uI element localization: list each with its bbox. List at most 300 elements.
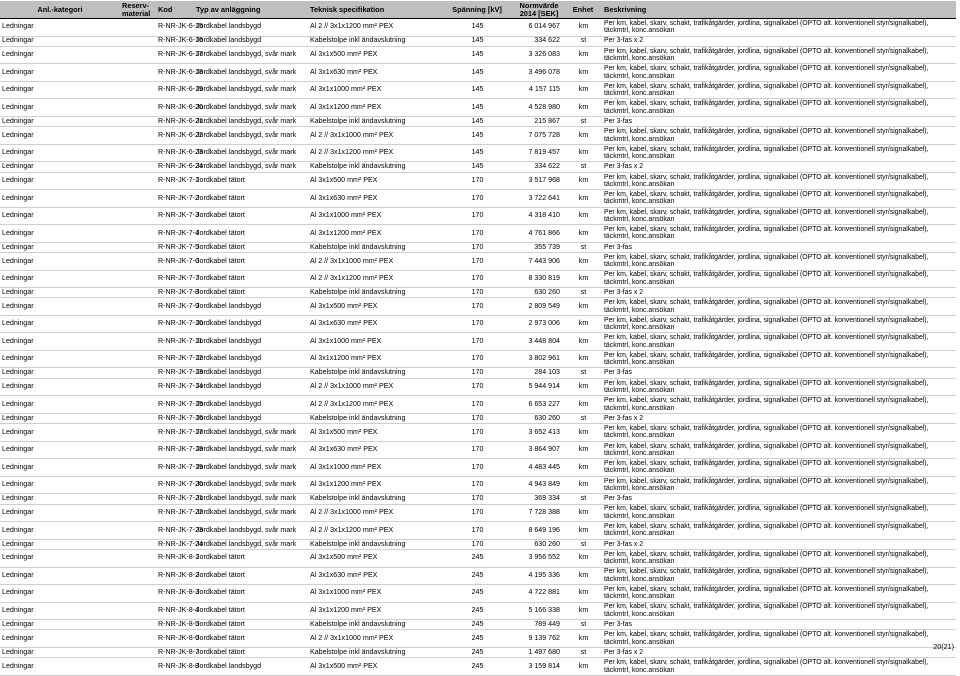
category-cell: Ledningar <box>0 288 120 298</box>
value-cell: 2 973 006 <box>514 315 564 333</box>
value-cell: 4 722 881 <box>514 585 564 603</box>
table-row <box>0 270 956 288</box>
table-row <box>0 46 956 64</box>
unit-cell: st <box>564 242 602 252</box>
unit-cell: km <box>564 298 602 316</box>
reserve-cell <box>120 333 156 351</box>
description-cell: Per km, kabel, skarv, schakt, trafikåtgärder, jordlina, signalkabel (OPTO alt. konventionell styr/signalkabel), täckmtrl, konc.ansökan <box>602 81 956 99</box>
reserve-cell <box>120 620 156 630</box>
category-cell: Ledningar <box>0 368 120 378</box>
category-cell: Ledningar <box>0 539 120 549</box>
description-cell: Per 3-fas x 2 <box>602 162 956 172</box>
value-cell: 3 326 083 <box>514 46 564 64</box>
spec-cell: Al 3x1x1000 mm² PEX <box>308 459 440 477</box>
code-cell: R-NR-JK-7-24 <box>158 539 203 548</box>
code-cell: R-NR-JK-6-24 <box>158 162 203 171</box>
spec-cell: Al 2 // 3x1x1000 mm² PEX <box>308 378 440 396</box>
type-cell: Jordkabel landsbygd <box>194 378 308 396</box>
type-cell: Jordkabel landsbygd <box>194 658 308 676</box>
category-cell: Ledningar <box>0 476 120 494</box>
type-cell: Jordkabel tätort <box>194 585 308 603</box>
code-cell: R-NR-JK-7-1 <box>156 172 194 190</box>
voltage-cell: 145 <box>440 36 514 46</box>
reserve-cell <box>120 315 156 333</box>
unit-cell: km <box>564 99 602 117</box>
voltage-cell: 145 <box>440 46 514 64</box>
table-row <box>0 81 956 99</box>
type-cell: Jordkabel landsbygd, svår mark <box>194 476 308 494</box>
voltage-cell: 170 <box>440 459 514 477</box>
type-cell: Jordkabel tätort <box>194 225 308 243</box>
category-cell: Ledningar <box>0 333 120 351</box>
unit-cell: km <box>564 602 602 620</box>
voltage-cell: 245 <box>440 630 514 648</box>
value-cell: 4 157 115 <box>514 81 564 99</box>
unit-cell: km <box>564 46 602 64</box>
voltage-cell: 245 <box>440 620 514 630</box>
reserve-cell <box>120 630 156 648</box>
description-cell: Per km, kabel, skarv, schakt, trafikåtgärder, jordlina, signalkabel (OPTO alt. konventionell styr/signalkabel), täckmtrl, konc.ansökan <box>602 225 956 243</box>
type-cell: Jordkabel landsbygd, svår mark <box>194 46 308 64</box>
unit-cell: km <box>564 270 602 288</box>
reserve-cell <box>120 396 156 414</box>
table-row <box>0 396 956 414</box>
voltage-cell: 245 <box>440 647 514 657</box>
table-row <box>0 172 956 190</box>
reserve-cell <box>120 494 156 504</box>
voltage-cell: 170 <box>440 368 514 378</box>
unit-cell: km <box>564 585 602 603</box>
voltage-cell: 170 <box>440 424 514 442</box>
spec-cell: Al 2 // 3x1x1000 mm² PEX <box>308 504 440 522</box>
spec-cell: Kabelstolpe inkl ändavslutning <box>308 242 440 252</box>
table-row <box>0 99 956 117</box>
voltage-cell: 145 <box>440 81 514 99</box>
table-row <box>0 585 956 603</box>
code-cell: R-NR-JK-8-8 <box>156 658 194 676</box>
category-cell: Ledningar <box>0 396 120 414</box>
category-cell: Ledningar <box>0 441 120 459</box>
code-cell: R-NR-JK-7-21 <box>158 494 203 503</box>
voltage-cell: 170 <box>440 522 514 540</box>
category-cell: Ledningar <box>0 494 120 504</box>
table-row <box>0 539 956 549</box>
reserve-cell <box>120 270 156 288</box>
description-cell: Per 3-fas x 2 <box>602 539 956 549</box>
value-cell: 4 528 980 <box>514 99 564 117</box>
table-row <box>0 567 956 585</box>
type-cell: Jordkabel landsbygd, svår mark <box>194 99 308 117</box>
table-row <box>0 602 956 620</box>
unit-cell: st <box>564 539 602 549</box>
unit-cell: st <box>564 116 602 126</box>
code-cell: R-NR-JK-7-3 <box>156 207 194 225</box>
reserve-cell <box>120 207 156 225</box>
type-cell: Jordkabel tätort <box>194 630 308 648</box>
value-cell: 8 649 196 <box>514 522 564 540</box>
value-cell: 3 802 961 <box>514 350 564 368</box>
description-cell: Per 3-fas x 2 <box>602 288 956 298</box>
reserve-cell <box>120 647 156 657</box>
spec-cell: Al 3x1x1000 mm² PEX <box>308 585 440 603</box>
description-cell: Per km, kabel, skarv, schakt, trafikåtgärder, jordlina, signalkabel (OPTO alt. konventionell styr/signalkabel), täckmtrl, konc.ansökan <box>602 378 956 396</box>
type-cell: Jordkabel landsbygd, svår mark <box>194 424 308 442</box>
header-enhet: Enhet <box>564 1 602 19</box>
type-cell: Jordkabel tätort <box>194 550 308 568</box>
spec-cell: Kabelstolpe inkl ändavslutning <box>308 36 440 46</box>
reserve-cell <box>120 424 156 442</box>
type-cell: Jordkabel tätort <box>194 253 308 271</box>
description-cell: Per km, kabel, skarv, schakt, trafikåtgärder, jordlina, signalkabel (OPTO alt. konventionell styr/signalkabel), täckmtrl, konc.ansökan <box>602 630 956 648</box>
type-cell: Jordkabel landsbygd, svår mark <box>194 127 308 145</box>
unit-cell: st <box>564 36 602 46</box>
table-body <box>0 19 956 676</box>
type-cell: Jordkabel landsbygd <box>194 19 308 37</box>
value-cell: 630 260 <box>514 413 564 423</box>
reserve-cell <box>120 253 156 271</box>
category-cell: Ledningar <box>0 413 120 423</box>
unit-cell: st <box>564 413 602 423</box>
description-cell: Per 3-fas <box>602 494 956 504</box>
type-cell: Jordkabel landsbygd, svår mark <box>194 494 308 504</box>
category-cell: Ledningar <box>0 172 120 190</box>
type-cell: Jordkabel tätort <box>194 242 308 252</box>
description-cell: Per km, kabel, skarv, schakt, trafikåtgärder, jordlina, signalkabel (OPTO alt. konventionell styr/signalkabel), täckmtrl, konc.ansökan <box>602 396 956 414</box>
description-cell: Per km, kabel, skarv, schakt, trafikåtgärder, jordlina, signalkabel (OPTO alt. konventionell styr/signalkabel), täckmtrl, konc.ansökan <box>602 658 956 676</box>
table-row <box>0 162 956 172</box>
cost-table <box>0 1 956 676</box>
value-cell: 3 956 552 <box>514 550 564 568</box>
table-row <box>0 459 956 477</box>
value-cell: 7 728 388 <box>514 504 564 522</box>
type-cell: Jordkabel landsbygd, svår mark <box>194 441 308 459</box>
spec-cell: Al 2 // 3x1x1200 mm² PEX <box>308 144 440 162</box>
reserve-cell <box>120 585 156 603</box>
description-cell: Per 3-fas <box>602 242 956 252</box>
voltage-cell: 170 <box>440 288 514 298</box>
spec-cell: Kabelstolpe inkl ändavslutning <box>308 413 440 423</box>
description-cell: Per km, kabel, skarv, schakt, trafikåtgärder, jordlina, signalkabel (OPTO alt. konventionell styr/signalkabel), täckmtrl, konc.ansökan <box>602 99 956 117</box>
table-row <box>0 127 956 145</box>
type-cell: Jordkabel landsbygd, svår mark <box>194 522 308 540</box>
category-cell: Ledningar <box>0 522 120 540</box>
code-cell: R-NR-JK-8-7 <box>158 647 199 656</box>
category-cell: Ledningar <box>0 270 120 288</box>
spec-cell: Al 3x1x1000 mm² PEX <box>308 81 440 99</box>
voltage-cell: 245 <box>440 658 514 676</box>
code-cell: R-NR-JK-6-23 <box>156 144 194 162</box>
voltage-cell: 170 <box>440 207 514 225</box>
table-row <box>0 298 956 316</box>
category-cell: Ledningar <box>0 647 120 657</box>
description-cell: Per km, kabel, skarv, schakt, trafikåtgärder, jordlina, signalkabel (OPTO alt. konventionell styr/signalkabel), täckmtrl, konc.ansökan <box>602 350 956 368</box>
category-cell: Ledningar <box>0 602 120 620</box>
header-anl-kategori: Anl.-kategori <box>0 1 120 19</box>
category-cell: Ledningar <box>0 99 120 117</box>
code-cell: R-NR-JK-7-6 <box>156 253 194 271</box>
type-cell: Jordkabel tätort <box>194 270 308 288</box>
value-cell: 1 497 680 <box>514 647 564 657</box>
type-cell: Jordkabel landsbygd, svår mark <box>194 64 308 82</box>
code-cell: R-NR-JK-7-20 <box>156 476 194 494</box>
voltage-cell: 245 <box>440 602 514 620</box>
spec-cell: Al 3x1x630 mm² PEX <box>308 567 440 585</box>
voltage-cell: 170 <box>440 172 514 190</box>
description-cell: Per km, kabel, skarv, schakt, trafikåtgärder, jordlina, signalkabel (OPTO alt. konventionell styr/signalkabel), täckmtrl, konc.ansökan <box>602 602 956 620</box>
spec-cell: Kabelstolpe inkl ändavslutning <box>308 647 440 657</box>
type-cell: Jordkabel landsbygd <box>194 298 308 316</box>
code-cell: R-NR-JK-8-5 <box>158 619 199 628</box>
voltage-cell: 145 <box>440 162 514 172</box>
type-cell: Jordkabel tätort <box>194 620 308 630</box>
reserve-cell <box>120 567 156 585</box>
category-cell: Ledningar <box>0 162 120 172</box>
spec-cell: Al 2 // 3x1x1000 mm² PEX <box>308 630 440 648</box>
description-cell: Per km, kabel, skarv, schakt, trafikåtgärder, jordlina, signalkabel (OPTO alt. konventionell styr/signalkabel), täckmtrl, konc.ansökan <box>602 476 956 494</box>
description-cell: Per km, kabel, skarv, schakt, trafikåtgärder, jordlina, signalkabel (OPTO alt. konventionell styr/signalkabel), täckmtrl, konc.ansökan <box>602 127 956 145</box>
voltage-cell: 145 <box>440 116 514 126</box>
value-cell: 3 722 641 <box>514 190 564 208</box>
voltage-cell: 245 <box>440 550 514 568</box>
header-beskrivning: Beskrivning <box>602 1 956 19</box>
voltage-cell: 145 <box>440 99 514 117</box>
table-row <box>0 522 956 540</box>
unit-cell: st <box>564 620 602 630</box>
value-cell: 3 448 804 <box>514 333 564 351</box>
reserve-cell <box>120 378 156 396</box>
code-cell: R-NR-JK-7-11 <box>156 333 194 351</box>
code-cell: R-NR-JK-8-4 <box>156 602 194 620</box>
code-cell: R-NR-JK-8-1 <box>156 550 194 568</box>
value-cell: 9 139 762 <box>514 630 564 648</box>
reserve-cell <box>120 368 156 378</box>
category-cell: Ledningar <box>0 19 120 37</box>
value-cell: 7 075 728 <box>514 127 564 145</box>
reserve-cell <box>120 459 156 477</box>
value-cell: 7 819 457 <box>514 144 564 162</box>
type-cell: Jordkabel landsbygd, svår mark <box>194 162 308 172</box>
reserve-cell <box>120 144 156 162</box>
table-row <box>0 225 956 243</box>
unit-cell: km <box>564 19 602 37</box>
code-cell: R-NR-JK-6-20 <box>156 99 194 117</box>
value-cell: 7 443 906 <box>514 253 564 271</box>
header-teknisk-spec: Teknisk specifikation <box>308 1 440 19</box>
reserve-cell <box>120 658 156 676</box>
table-row <box>0 550 956 568</box>
description-cell: Per km, kabel, skarv, schakt, trafikåtgärder, jordlina, signalkabel (OPTO alt. konventionell styr/signalkabel), täckmtrl, konc.ansökan <box>602 585 956 603</box>
category-cell: Ledningar <box>0 253 120 271</box>
category-cell: Ledningar <box>0 620 120 630</box>
unit-cell: km <box>564 127 602 145</box>
code-cell: R-NR-JK-6-21 <box>158 116 203 125</box>
type-cell: Jordkabel landsbygd, svår mark <box>194 81 308 99</box>
value-cell: 284 103 <box>514 368 564 378</box>
description-cell: Per km, kabel, skarv, schakt, trafikåtgärder, jordlina, signalkabel (OPTO alt. konventionell styr/signalkabel), täckmtrl, konc.ansökan <box>602 333 956 351</box>
unit-cell: km <box>564 144 602 162</box>
spec-cell: Al 3x1x500 mm² PEX <box>308 46 440 64</box>
spec-cell: Al 2 // 3x1x1000 mm² PEX <box>308 253 440 271</box>
code-cell: R-NR-JK-7-10 <box>156 315 194 333</box>
unit-cell: km <box>564 190 602 208</box>
voltage-cell: 170 <box>440 378 514 396</box>
unit-cell: km <box>564 550 602 568</box>
voltage-cell: 245 <box>440 567 514 585</box>
table-row <box>0 350 956 368</box>
description-cell: Per km, kabel, skarv, schakt, trafikåtgärder, jordlina, signalkabel (OPTO alt. konventionell styr/signalkabel), täckmtrl, konc.ansökan <box>602 441 956 459</box>
spec-cell: Al 3x1x500 mm² PEX <box>308 424 440 442</box>
value-cell: 3 652 413 <box>514 424 564 442</box>
voltage-cell: 170 <box>440 298 514 316</box>
reserve-cell <box>120 413 156 423</box>
code-cell: R-NR-JK-6-19 <box>156 81 194 99</box>
table-row <box>0 476 956 494</box>
category-cell: Ledningar <box>0 378 120 396</box>
header-reservmaterial: Reserv-material <box>120 1 156 19</box>
unit-cell: km <box>564 424 602 442</box>
category-cell: Ledningar <box>0 190 120 208</box>
table-row <box>0 207 956 225</box>
reserve-cell <box>120 441 156 459</box>
type-cell: Jordkabel landsbygd, svår mark <box>194 144 308 162</box>
spec-cell: Kabelstolpe inkl ändavslutning <box>308 162 440 172</box>
spec-cell: Al 3x1x1200 mm² PEX <box>308 350 440 368</box>
description-cell: Per km, kabel, skarv, schakt, trafikåtgärder, jordlina, signalkabel (OPTO alt. konventionell styr/signalkabel), täckmtrl, konc.ansökan <box>602 550 956 568</box>
code-cell: R-NR-JK-7-5 <box>158 242 199 251</box>
table-row <box>0 658 956 676</box>
description-cell: Per km, kabel, skarv, schakt, trafikåtgärder, jordlina, signalkabel (OPTO alt. konventionell styr/signalkabel), täckmtrl, konc.ansökan <box>602 298 956 316</box>
code-cell: R-NR-JK-8-6 <box>156 630 194 648</box>
category-cell: Ledningar <box>0 225 120 243</box>
value-cell: 2 809 549 <box>514 298 564 316</box>
code-cell: R-NR-JK-7-9 <box>156 298 194 316</box>
value-cell: 630 260 <box>514 539 564 549</box>
type-cell: Jordkabel tätort <box>194 172 308 190</box>
description-cell: Per km, kabel, skarv, schakt, trafikåtgärder, jordlina, signalkabel (OPTO alt. konventionell styr/signalkabel), täckmtrl, konc.ansökan <box>602 190 956 208</box>
type-cell: Jordkabel landsbygd <box>194 396 308 414</box>
description-cell: Per 3-fas x 2 <box>602 647 956 657</box>
reserve-cell <box>120 522 156 540</box>
value-cell: 789 449 <box>514 620 564 630</box>
code-cell: R-NR-JK-7-15 <box>156 396 194 414</box>
reserve-cell <box>120 298 156 316</box>
unit-cell: km <box>564 378 602 396</box>
table-row <box>0 620 956 630</box>
header-spanning: Spänning [kV] <box>440 1 514 19</box>
unit-cell: km <box>564 459 602 477</box>
voltage-cell: 170 <box>440 225 514 243</box>
category-cell: Ledningar <box>0 658 120 676</box>
voltage-cell: 145 <box>440 144 514 162</box>
type-cell: Jordkabel landsbygd, svår mark <box>194 539 308 549</box>
table-row <box>0 242 956 252</box>
value-cell: 355 739 <box>514 242 564 252</box>
description-cell: Per km, kabel, skarv, schakt, trafikåtgärder, jordlina, signalkabel (OPTO alt. konventionell styr/signalkabel), täckmtrl, konc.ansökan <box>602 504 956 522</box>
value-cell: 334 622 <box>514 36 564 46</box>
table-row <box>0 647 956 657</box>
table-row <box>0 378 956 396</box>
spec-cell: Kabelstolpe inkl ändavslutning <box>308 620 440 630</box>
table-row <box>0 253 956 271</box>
value-cell: 4 483 445 <box>514 459 564 477</box>
reserve-cell <box>120 242 156 252</box>
reserve-cell <box>120 172 156 190</box>
value-cell: 8 330 819 <box>514 270 564 288</box>
type-cell: Jordkabel landsbygd <box>194 315 308 333</box>
unit-cell: km <box>564 225 602 243</box>
spec-cell: Al 3x1x1000 mm² PEX <box>308 207 440 225</box>
reserve-cell <box>120 127 156 145</box>
code-cell: R-NR-JK-7-18 <box>156 441 194 459</box>
unit-cell: st <box>564 647 602 657</box>
voltage-cell: 170 <box>440 242 514 252</box>
description-cell: Per km, kabel, skarv, schakt, trafikåtgärder, jordlina, signalkabel (OPTO alt. konventionell styr/signalkabel), täckmtrl, konc.ansökan <box>602 270 956 288</box>
category-cell: Ledningar <box>0 298 120 316</box>
header-normvarde: Normvärde 2014 [SEK] <box>514 1 564 19</box>
description-cell: Per km, kabel, skarv, schakt, trafikåtgärder, jordlina, signalkabel (OPTO alt. konventionell styr/signalkabel), täckmtrl, konc.ansökan <box>602 46 956 64</box>
type-cell: Jordkabel landsbygd, svår mark <box>194 459 308 477</box>
description-cell: Per km, kabel, skarv, schakt, trafikåtgärder, jordlina, signalkabel (OPTO alt. konventionell styr/signalkabel), täckmtrl, konc.ansökan <box>602 315 956 333</box>
category-cell: Ledningar <box>0 315 120 333</box>
description-cell: Per 3-fas x 2 <box>602 36 956 46</box>
spec-cell: Kabelstolpe inkl ändavslutning <box>308 494 440 504</box>
code-cell: R-NR-JK-7-19 <box>156 459 194 477</box>
voltage-cell: 170 <box>440 441 514 459</box>
unit-cell: km <box>564 396 602 414</box>
value-cell: 3 517 968 <box>514 172 564 190</box>
type-cell: Jordkabel tätort <box>194 602 308 620</box>
value-cell: 3 864 907 <box>514 441 564 459</box>
description-cell: Per km, kabel, skarv, schakt, trafikåtgärder, jordlina, signalkabel (OPTO alt. konventionell styr/signalkabel), täckmtrl, konc.ansökan <box>602 424 956 442</box>
reserve-cell <box>120 288 156 298</box>
header-typ: Typ av anläggning <box>194 1 308 19</box>
type-cell: Jordkabel landsbygd, svår mark <box>194 504 308 522</box>
code-cell: R-NR-JK-7-12 <box>156 350 194 368</box>
category-cell: Ledningar <box>0 64 120 82</box>
reserve-cell <box>120 19 156 37</box>
voltage-cell: 170 <box>440 190 514 208</box>
spec-cell: Kabelstolpe inkl ändavslutning <box>308 368 440 378</box>
spec-cell: Al 2 // 3x1x1200 mm² PEX <box>308 270 440 288</box>
type-cell: Jordkabel tätort <box>194 207 308 225</box>
value-cell: 5 944 914 <box>514 378 564 396</box>
voltage-cell: 170 <box>440 270 514 288</box>
value-cell: 3 159 814 <box>514 658 564 676</box>
spec-cell: Al 3x1x630 mm² PEX <box>308 64 440 82</box>
description-cell: Per km, kabel, skarv, schakt, trafikåtgärder, jordlina, signalkabel (OPTO alt. konventionell styr/signalkabel), täckmtrl, konc.ansökan <box>602 459 956 477</box>
category-cell: Ledningar <box>0 144 120 162</box>
unit-cell: km <box>564 333 602 351</box>
description-cell: Per 3-fas <box>602 620 956 630</box>
spec-cell: Al 3x1x500 mm² PEX <box>308 550 440 568</box>
unit-cell: km <box>564 441 602 459</box>
type-cell: Jordkabel tätort <box>194 190 308 208</box>
unit-cell: km <box>564 64 602 82</box>
reserve-cell <box>120 64 156 82</box>
voltage-cell: 145 <box>440 19 514 37</box>
type-cell: Jordkabel landsbygd <box>194 333 308 351</box>
type-cell: Jordkabel tätort <box>194 288 308 298</box>
reserve-cell <box>120 504 156 522</box>
spec-cell: Al 3x1x500 mm² PEX <box>308 172 440 190</box>
voltage-cell: 170 <box>440 504 514 522</box>
unit-cell: st <box>564 162 602 172</box>
voltage-cell: 170 <box>440 350 514 368</box>
unit-cell: km <box>564 315 602 333</box>
voltage-cell: 145 <box>440 64 514 82</box>
value-cell: 5 166 338 <box>514 602 564 620</box>
description-cell: Per km, kabel, skarv, schakt, trafikåtgärder, jordlina, signalkabel (OPTO alt. konventionell styr/signalkabel), täckmtrl, konc.ansökan <box>602 207 956 225</box>
